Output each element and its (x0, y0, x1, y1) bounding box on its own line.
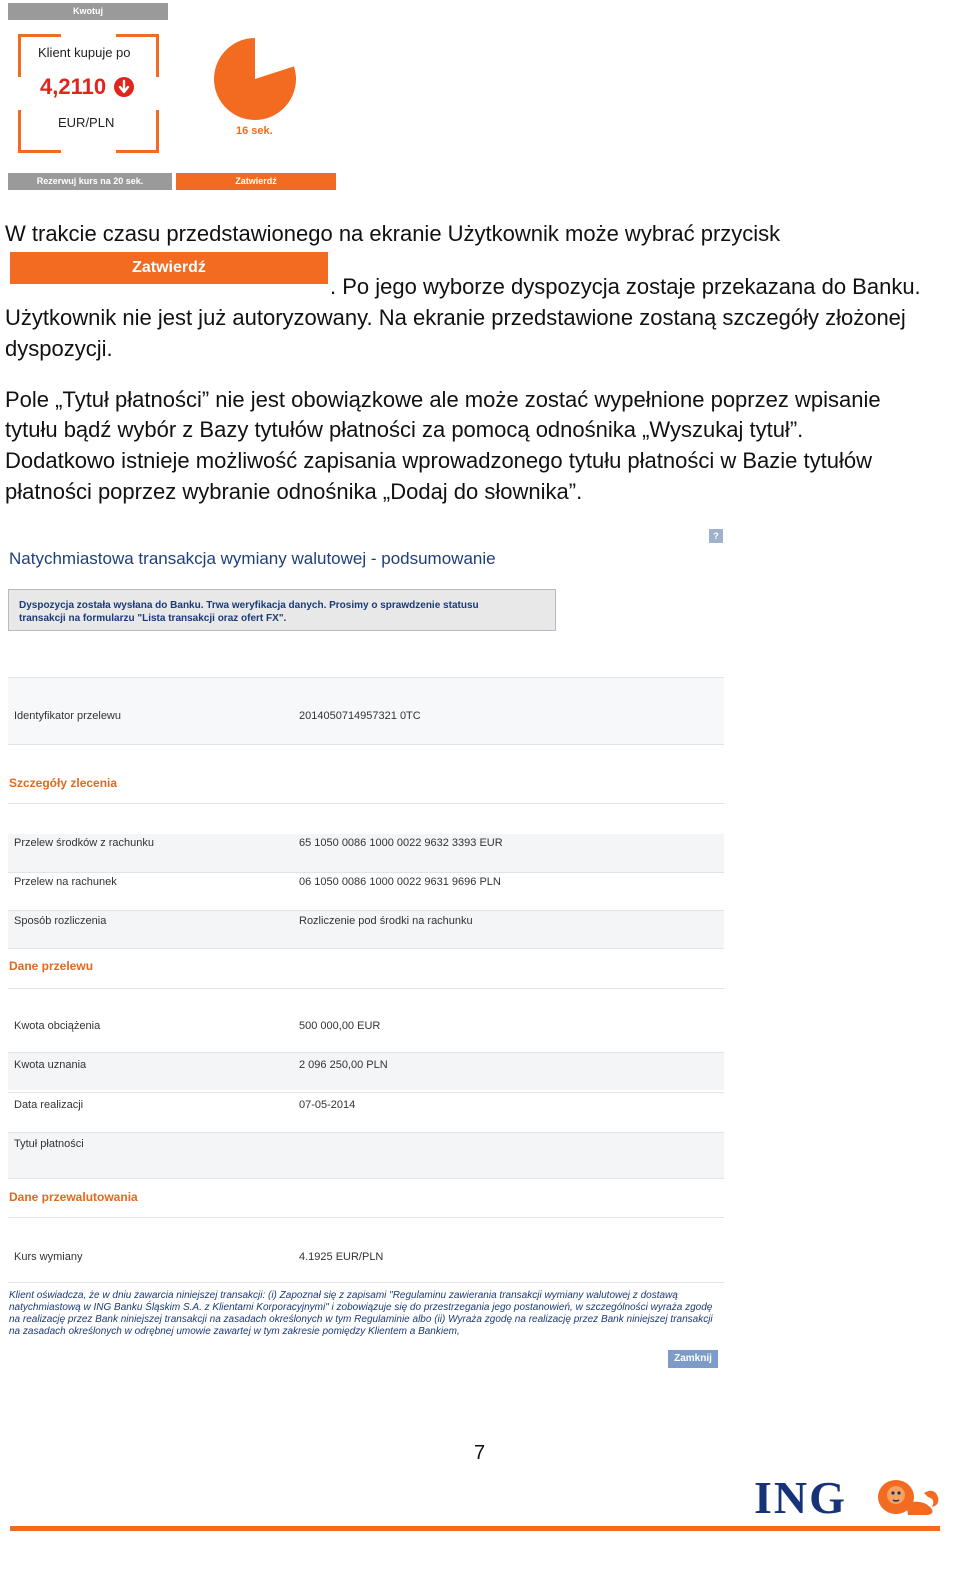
section-order-details: Szczegóły zlecenia (9, 776, 118, 790)
paragraph-1-line-4: dyspozycji. (5, 336, 113, 361)
confirm-button[interactable]: Zatwierdź (176, 173, 336, 190)
paragraph-2-line-2: tytułu bądź wybór z Bazy tytułów płatności za pomocą odnośnika „Wyszukaj tytuł”. (5, 417, 804, 442)
summary-title: Natychmiastowa transakcja wymiany walutowej - podsumowanie (9, 549, 496, 568)
row-bg (8, 1052, 724, 1090)
payment-title-label: Tytuł płatności (14, 1138, 84, 1150)
paragraph-2-line-4: płatności poprzez wybranie odnośnika „Dodaj do słownika”. (5, 479, 583, 504)
ing-logo-text: ING (754, 1472, 847, 1523)
paragraph-1-line-3: Użytkownik nie jest już autoryzowany. Na ekranie przedstawione zostaną szczegóły złożonej (5, 305, 906, 330)
divider (8, 1178, 724, 1179)
exchange-rate-label: Kurs wymiany (14, 1251, 83, 1263)
paragraph-1-line-1: W trakcie czasu przedstawionego na ekranie Użytkownik może wybrać przycisk (5, 221, 781, 246)
client-declaration: Klient oświadcza, że w dniu zawarcia niniejszej transakcji: (i) Zapoznał się z zapisami "Regulaminu zawierania transakcji wymiany walutowej z dostawą natychmiastową w ING Banku Śląskim S.A. z Klientami Korporacyjnymi" i zobowiązuje się do przestrzegania jego postanowień, w szczególności wyraża zgodę na realizację przez Bank niniejszej transakcji na zasadach określonych w tym Regulaminie albo (ii) Wyraża zgodę na realizację przez Bank niniejszej transakcji na zasadach określonych w odrębnej umowie zawartej w tym zakresie pomiędzy Klientem a Bankiem, (9, 1290, 713, 1337)
source-account-value: 65 1050 0086 1000 0022 9632 3393 EUR (299, 837, 503, 849)
help-icon[interactable]: ? (709, 529, 723, 543)
execution-date-value: 07-05-2014 (299, 1099, 356, 1111)
quote-rate: 4,2110 (40, 74, 107, 99)
divider (8, 910, 724, 911)
divider (8, 1132, 724, 1133)
debit-amount-label: Kwota obciążenia (14, 1020, 101, 1032)
divider (8, 1282, 724, 1283)
notice-line-2: transakcji na formularzu "Lista transakcji oraz ofert FX". (19, 613, 287, 624)
frame-corner-br (116, 110, 159, 153)
divider (8, 988, 724, 989)
exchange-rate-value: 4.1925 EUR/PLN (299, 1251, 384, 1263)
page-number: 7 (474, 1442, 486, 1464)
divider (8, 1092, 724, 1093)
transfer-id-label: Identyfikator przelewu (14, 710, 121, 722)
footer-divider (10, 1526, 940, 1531)
divider (8, 1217, 724, 1218)
divider (8, 744, 724, 745)
frame-corner-bl (18, 110, 61, 153)
paragraph-2-line-3: Dodatkowo istnieje możliwość zapisania wprowadzonego tytułu płatności w Bazie tytułów (5, 448, 872, 473)
quote-label: Klient kupuje po (38, 45, 131, 60)
target-account-label: Przelew na rachunek (14, 876, 117, 888)
currency-pair: EUR/PLN (58, 115, 115, 130)
countdown-timer-fill (214, 38, 296, 120)
divider (8, 677, 724, 678)
paragraph-1-line-2: . Po jego wyborze dyspozycja zostaje przekazana do Banku. (330, 274, 921, 299)
execution-date-label: Data realizacji (14, 1099, 84, 1111)
divider (8, 872, 724, 873)
credit-amount-value: 2 096 250,00 PLN (299, 1059, 388, 1071)
divider (8, 948, 724, 949)
section-conversion-data: Dane przewalutowania (9, 1190, 138, 1204)
row-bg (8, 1132, 724, 1178)
arrow-down-icon (114, 77, 134, 97)
countdown-timer-text: 16 sek. (236, 125, 273, 137)
paragraph-2-line-1: Pole „Tytuł płatności” nie jest obowiązkowe ale może zostać wypełnione poprzez wpisanie (5, 387, 881, 412)
ing-lion-icon (866, 1473, 942, 1519)
status-notice (8, 589, 556, 631)
target-account-value: 06 1050 0086 1000 0022 9631 9696 PLN (299, 876, 501, 888)
settlement-method-label: Sposób rozliczenia (14, 915, 107, 927)
divider (8, 803, 724, 804)
countdown-timer-icon (212, 36, 298, 122)
inline-confirm-button: Zatwierdź (10, 252, 328, 284)
notice-line-1: Dyspozycja została wysłana do Banku. Trwa weryfikacja danych. Prosimy o sprawdzenie statusu (19, 600, 479, 611)
transfer-id-value: 2014050714957321 0TC (299, 710, 421, 722)
quote-widget-header: Kwotuj (8, 3, 168, 20)
settlement-method-value: Rozliczenie pod środki na rachunku (299, 915, 473, 927)
credit-amount-label: Kwota uznania (14, 1059, 87, 1071)
source-account-label: Przelew środków z rachunku (14, 837, 155, 849)
reserve-rate-button[interactable]: Rezerwuj kurs na 20 sek. (8, 173, 172, 190)
close-button[interactable]: Zamknij (668, 1350, 718, 1368)
debit-amount-value: 500 000,00 EUR (299, 1020, 381, 1032)
section-transfer-data: Dane przelewu (9, 959, 94, 973)
divider (8, 1052, 724, 1053)
